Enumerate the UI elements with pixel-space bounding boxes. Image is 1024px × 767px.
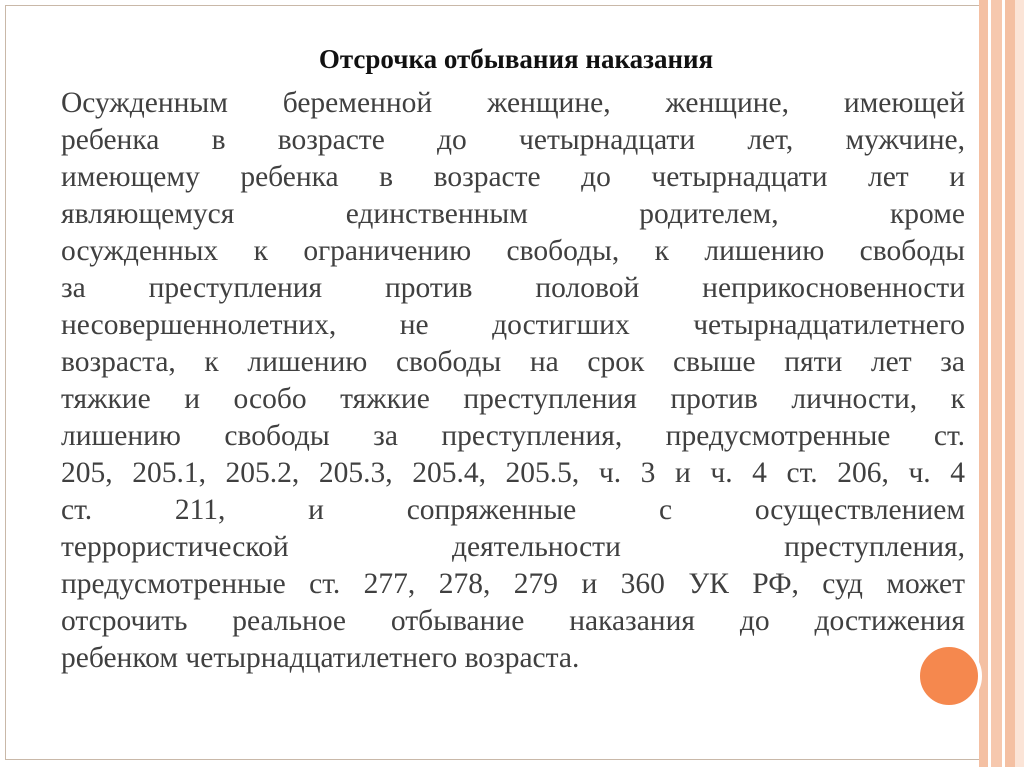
text-line: отсрочить реальное отбывание наказания до достижения [61, 605, 965, 637]
text-line: имеющему ребенка в возрасте до четырнадцати лет и [61, 161, 965, 193]
text-line: ст. 211, и сопряженные с осуществлением [61, 494, 965, 526]
slide-body [61, 85, 965, 677]
decorative-stripe [979, 0, 988, 767]
decorative-stripe [1005, 0, 1015, 767]
text-line: предусмотренные ст. 277, 278, 279 и 360 УК РФ, суд может [61, 568, 965, 600]
text-line: лишению свободы за преступления, предусмотренные ст. [61, 420, 965, 452]
text-line: осужденных к ограничению свободы, к лишению свободы [61, 235, 965, 267]
decorative-circle [916, 643, 982, 709]
text-line: Осужденным беременной женщине, женщине, имеющей [61, 87, 965, 119]
slide-title: Отсрочка отбывания наказания [318, 44, 714, 74]
decorative-stripe [1015, 0, 1024, 767]
text-line: несовершеннолетних, не достигших четырнадцатилетнего [61, 309, 965, 341]
text-line: террористической деятельности преступления, [61, 531, 965, 563]
text-line: тяжкие и особо тяжкие преступления против личности, к [61, 383, 965, 415]
text-line: возраста, к лишению свободы на срок свыше пяти лет за [61, 346, 965, 378]
text-line: 205, 205.1, 205.2, 205.3, 205.4, 205.5, ч. 3 и ч. 4 ст. 206, ч. 4 [61, 457, 965, 489]
text-line: ребенка в возрасте до четырнадцати лет, мужчине, [61, 124, 965, 156]
decorative-stripe [991, 0, 1002, 767]
text-line: ребенком четырнадцатилетнего возраста. [61, 642, 580, 674]
text-line: за преступления против половой неприкосновенности [61, 272, 965, 304]
text-line: являющемуся единственным родителем, кроме [61, 198, 965, 230]
